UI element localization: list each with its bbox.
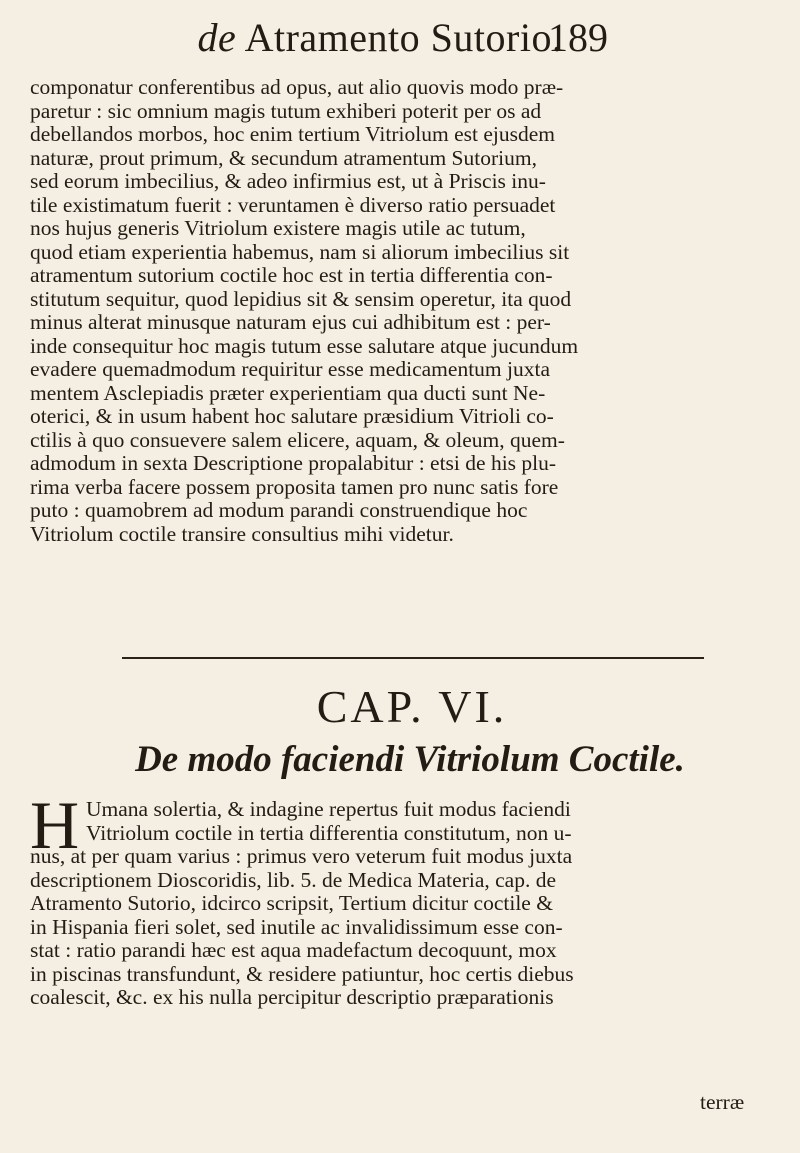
section-divider — [122, 657, 704, 659]
text-line: minus alterat minusque naturam ejus cui adhibitum est : per- — [30, 311, 551, 334]
text-line: tile existimatum fuerit : veruntamen è diverso ratio persuadet — [30, 193, 556, 217]
running-title-text: Atramento Sutorio. — [244, 15, 563, 60]
text-line: Atramento Sutorio, idcirco scripsit, Tertium dicitur coctile & — [30, 892, 553, 915]
text-line: Vitriolum coctile in tertia differentia constitutum, non u- — [86, 821, 572, 845]
text-line: Vitriolum coctile transire consultius mihi videtur. — [30, 522, 454, 546]
text-line: inde consequitur hoc magis tutum esse salutare atque jucundum — [30, 334, 579, 358]
text-line: debellandos morbos, hoc enim tertium Vitriolum est ejusdem — [30, 123, 555, 146]
text-line: atramentum sutorium coctile hoc est in tertia differentia con- — [30, 264, 553, 287]
chapter-heading: CAP. VI. — [316, 681, 508, 732]
text-line: quod etiam experientia habemus, nam si aliorum imbecilius sit — [30, 240, 570, 264]
text-line: sed eorum imbecilius, & adeo infirmius est, ut à Priscis inu- — [30, 170, 546, 193]
text-line: in piscinas transfundunt, & residere patiuntur, hoc certis diebus — [30, 962, 574, 986]
text-block-top — [30, 76, 714, 546]
text-line: stitutum sequitur, quod lepidius sit & sensim operetur, ita quod — [30, 287, 572, 311]
text-line: stat : ratio parandi hæc est aqua madefactum decoquunt, mox — [30, 939, 557, 962]
page-number: 189 — [548, 15, 608, 60]
text-line: naturæ, prout primum, & secundum atramentum Sutorium, — [30, 146, 537, 170]
text-block-bottom — [30, 798, 714, 1010]
text-line: evadere quemadmodum requiritur esse medicamentum juxta — [30, 358, 550, 381]
text-line: rima verba facere possem proposita tamen pro nunc satis fore — [30, 475, 559, 499]
page-header — [0, 14, 800, 74]
text-line: componatur conferentibus ad opus, aut alio quovis modo præ- — [30, 76, 564, 99]
text-line: nos hujus generis Vitriolum existere magis utile ac tutum, — [30, 217, 526, 240]
chapter-subtitle: De modo faciendi Vitriolum Coctile. — [135, 739, 685, 780]
text-line: descriptionem Dioscoridis, lib. 5. de Medica Materia, cap. de — [30, 868, 556, 892]
drop-cap: H — [30, 787, 80, 863]
running-title-italic: de — [197, 15, 237, 60]
text-line: mentem Asclepiadis præter experientiam qua ducti sunt Ne- — [30, 381, 546, 405]
text-line: oterici, & in usum habent hoc salutare præsidium Vitrioli co- — [30, 405, 554, 428]
text-line: paretur : sic omnium magis tutum exhiberi poterit per os ad — [30, 99, 542, 123]
text-line: coalescit, &c. ex his nulla percipitur descriptio præparationis — [30, 986, 554, 1009]
text-line: ctilis à quo consuevere salem elicere, aquam, & oleum, quem- — [30, 428, 565, 452]
text-line: Umana solertia, & indagine repertus fuit modus faciendi — [86, 798, 571, 821]
text-line: nus, at per quam varius : primus vero veterum fuit modus juxta — [30, 845, 573, 868]
text-line: in Hispania fieri solet, sed inutile ac invalidissimum esse con- — [30, 915, 563, 939]
running-title — [150, 14, 610, 61]
text-line: puto : quamobrem ad modum parandi construendique hoc — [30, 499, 528, 522]
text-line: admodum in sexta Descriptione propalabitur : etsi de his plu- — [30, 452, 557, 475]
catchword: terræ — [700, 1090, 745, 1114]
